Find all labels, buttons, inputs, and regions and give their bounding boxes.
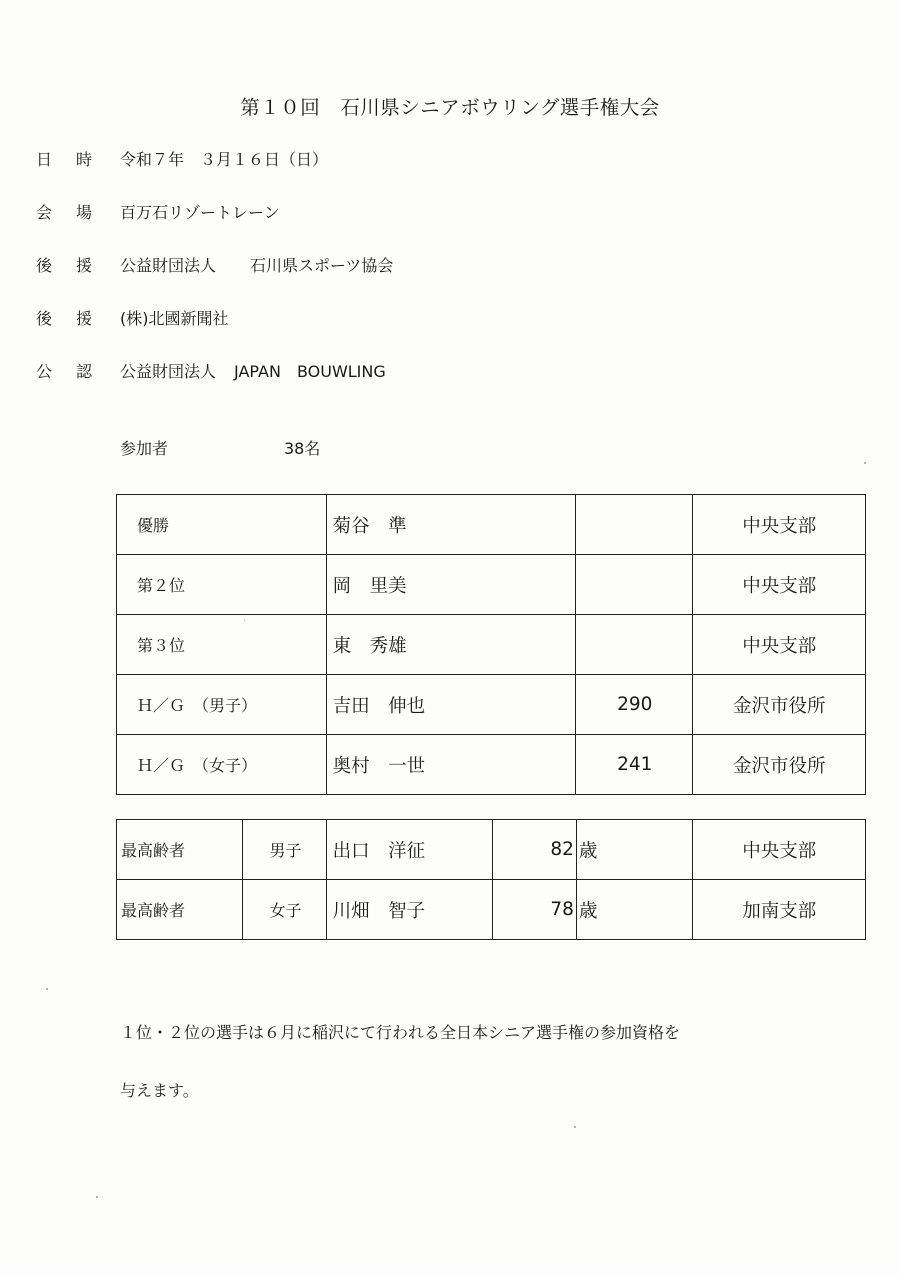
info-value: 令和７年 ３月１６日（日）	[120, 150, 329, 169]
rank-cell: 優勝	[117, 495, 327, 555]
table-row	[117, 615, 866, 675]
rank-cell: Ｈ／Ｇ （男子）	[117, 675, 327, 735]
age-unit-cell: 歳	[576, 880, 693, 940]
qualification-note: １位・２位の選手は６月に稲沢にて行われる全日本シニア選手権の参加資格を	[120, 1023, 681, 1042]
table-row	[117, 735, 866, 795]
branch-cell: 加南支部	[693, 880, 866, 940]
table-row	[117, 495, 866, 555]
info-label: 公認	[36, 362, 92, 381]
certifier-org-type: 公益財団法人	[120, 362, 217, 381]
document-title: 第１０回 石川県シニアボウリング選手権大会	[240, 96, 660, 119]
participants-label: 参加者	[120, 439, 169, 458]
info-value: 百万石リゾートレーン	[120, 203, 280, 222]
rank-cell: 第２位	[117, 555, 327, 615]
name-cell: 吉田 伸也	[326, 675, 575, 735]
table-row	[117, 675, 866, 735]
sponsor-org-type: 公益財団法人	[120, 256, 217, 275]
name-cell: 菊谷 準	[326, 495, 575, 555]
age-cell: 78	[493, 880, 577, 940]
qualification-note-continued: 与えます。	[120, 1081, 199, 1100]
results-table	[116, 494, 866, 795]
table-row	[117, 820, 866, 880]
scan-speck	[864, 462, 866, 464]
rank-cell: 第３位	[117, 615, 327, 675]
branch-cell: 金沢市役所	[693, 735, 866, 795]
branch-cell: 中央支部	[693, 615, 866, 675]
name-cell: 奥村 一世	[326, 735, 575, 795]
gender-cell: 男子	[242, 820, 326, 880]
name-cell: 東 秀雄	[326, 615, 575, 675]
age-cell: 82	[493, 820, 577, 880]
scan-speck	[574, 1126, 576, 1128]
award-title-cell: 最高齢者	[117, 820, 243, 880]
gender-cell: 女子	[242, 880, 326, 940]
score-cell	[575, 555, 693, 615]
score-cell: 241	[575, 735, 693, 795]
participants	[120, 436, 321, 459]
certifier-org-name: JAPAN BOUWLING	[234, 362, 386, 381]
score-cell: 290	[575, 675, 693, 735]
scan-speck	[244, 620, 245, 621]
info-label: 後援	[36, 256, 92, 275]
rank-cell: Ｈ／Ｇ （女子）	[117, 735, 327, 795]
table-row	[117, 555, 866, 615]
name-cell: 岡 里美	[326, 555, 575, 615]
branch-cell: 中央支部	[693, 820, 866, 880]
sponsor-org-name: 石川県スポーツ協会	[250, 256, 394, 275]
score-cell	[575, 615, 693, 675]
age-unit-cell: 歳	[576, 820, 693, 880]
scan-speck	[96, 1196, 98, 1198]
info-value	[120, 359, 386, 382]
info-label: 日時	[36, 150, 92, 169]
branch-cell: 中央支部	[693, 555, 866, 615]
info-label: 会場	[36, 203, 92, 222]
participants-count: 38名	[284, 439, 321, 458]
score-cell	[575, 495, 693, 555]
info-value	[120, 253, 393, 276]
branch-cell: 中央支部	[693, 495, 866, 555]
branch-cell: 金沢市役所	[693, 675, 866, 735]
eldest-participants-table	[116, 819, 866, 940]
info-label: 後援	[36, 309, 92, 328]
table-row	[117, 880, 866, 940]
info-value: (株)北國新聞社	[120, 309, 229, 328]
name-cell: 川畑 智子	[326, 880, 493, 940]
name-cell: 出口 洋征	[326, 820, 493, 880]
scan-speck	[46, 988, 48, 990]
award-title-cell: 最高齢者	[117, 880, 243, 940]
